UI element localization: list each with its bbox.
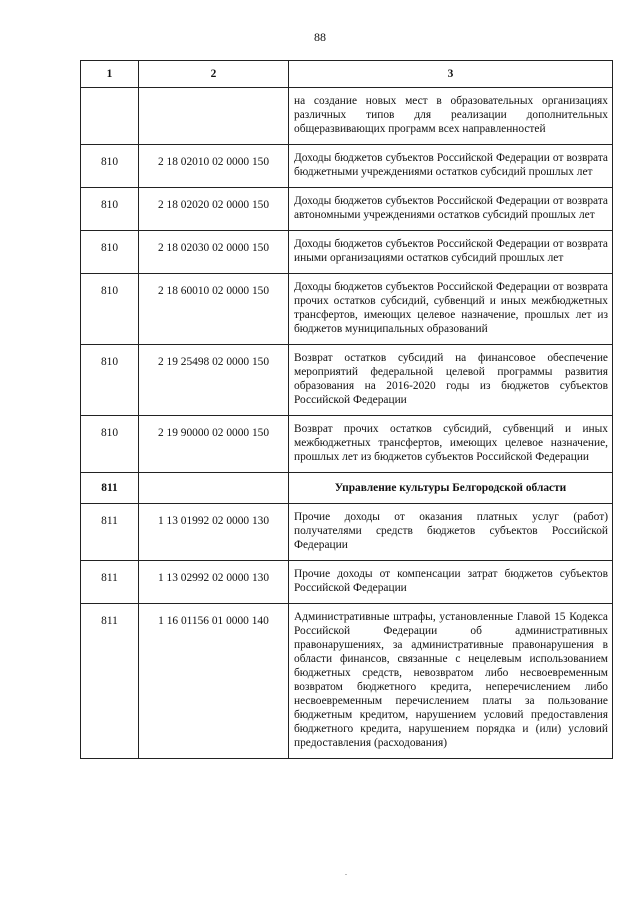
- admin-code-cell: 810: [81, 274, 139, 345]
- description-cell: Доходы бюджетов субъектов Российской Федерации от возврата прочих остатков субсидий, субвенций и иных межбюджетных трансфертов, имеющих целевое назначение, прошлых лет из бюджетов муниципальных образований: [289, 274, 613, 345]
- admin-code-cell: 810: [81, 416, 139, 473]
- header-col-1: 1: [81, 61, 139, 88]
- header-col-3: 3: [289, 61, 613, 88]
- table-row: [81, 604, 613, 759]
- description-cell: Возврат остатков субсидий на финансовое обеспечение мероприятий федеральной целевой программы развития образования на 2016-2020 годы из бюджетов субъектов Российской Федерации: [289, 345, 613, 416]
- budget-code-cell: 2 18 02030 02 0000 150: [139, 231, 289, 274]
- admin-code-cell: 810: [81, 231, 139, 274]
- admin-code-cell: 811: [81, 561, 139, 604]
- scan-mark: [345, 874, 347, 875]
- table-header-row: [81, 61, 613, 88]
- description-cell: Доходы бюджетов субъектов Российской Федерации от возврата автономными учреждениями остатков субсидий прошлых лет: [289, 188, 613, 231]
- table-row: [81, 231, 613, 274]
- budget-code-cell: 1 13 01992 02 0000 130: [139, 504, 289, 561]
- page-number: 88: [314, 30, 326, 44]
- admin-code-cell: 810: [81, 345, 139, 416]
- budget-code-cell: 1 16 01156 01 0000 140: [139, 604, 289, 759]
- budget-code-cell: 2 19 25498 02 0000 150: [139, 345, 289, 416]
- table-row: [81, 504, 613, 561]
- description-cell: Управление культуры Белгородской области: [289, 473, 613, 504]
- admin-code-cell: 810: [81, 145, 139, 188]
- budget-code-cell: 1 13 02992 02 0000 130: [139, 561, 289, 604]
- table-row: [81, 274, 613, 345]
- revenue-codes-table: [80, 60, 613, 759]
- description-cell: Доходы бюджетов субъектов Российской Федерации от возврата бюджетными учреждениями остатков субсидий прошлых лет: [289, 145, 613, 188]
- admin-code-cell: 811: [81, 504, 139, 561]
- admin-code-cell: 810: [81, 188, 139, 231]
- table-row: [81, 145, 613, 188]
- budget-code-cell: 2 18 60010 02 0000 150: [139, 274, 289, 345]
- description-cell: Прочие доходы от компенсации затрат бюджетов субъектов Российской Федерации: [289, 561, 613, 604]
- description-cell: Прочие доходы от оказания платных услуг (работ) получателями средств бюджетов субъектов Российской Федерации: [289, 504, 613, 561]
- description-cell: на создание новых мест в образовательных организациях различных типов для реализации дополнительных общеразвивающих программ всех направленностей: [289, 88, 613, 145]
- description-cell: Административные штрафы, установленные Главой 15 Кодекса Российской Федерации об административных правонарушениях, за административные правонарушения в области финансов, связанные с нецелевым использованием бюджетных средств, невозвратом либо несвоевременным возвратом бюджетного кредита, неперечислением либо несвоевременным перечислением платы за пользование бюджетным кредитом, нарушением условий предоставления бюджетного кредита, нарушением порядка и (или) условий предоставления (расходования): [289, 604, 613, 759]
- table-row: [81, 561, 613, 604]
- budget-code-cell: 2 18 02020 02 0000 150: [139, 188, 289, 231]
- budget-code-cell: [139, 473, 289, 504]
- budget-code-cell: [139, 88, 289, 145]
- budget-code-cell: 2 19 90000 02 0000 150: [139, 416, 289, 473]
- admin-code-cell: 811: [81, 604, 139, 759]
- budget-code-cell: 2 18 02010 02 0000 150: [139, 145, 289, 188]
- admin-code-cell: [81, 88, 139, 145]
- table-body: [81, 88, 613, 759]
- table-row: [81, 345, 613, 416]
- table-row: [81, 88, 613, 145]
- admin-code-cell: 811: [81, 473, 139, 504]
- table-row: [81, 416, 613, 473]
- description-cell: Доходы бюджетов субъектов Российской Федерации от возврата иными организациями остатков субсидий прошлых лет: [289, 231, 613, 274]
- table-row: [81, 188, 613, 231]
- header-col-2: 2: [139, 61, 289, 88]
- description-cell: Возврат прочих остатков субсидий, субвенций и иных межбюджетных трансфертов, имеющих целевое назначение, прошлых лет из бюджетов субъектов Российской Федерации: [289, 416, 613, 473]
- section-row: [81, 473, 613, 504]
